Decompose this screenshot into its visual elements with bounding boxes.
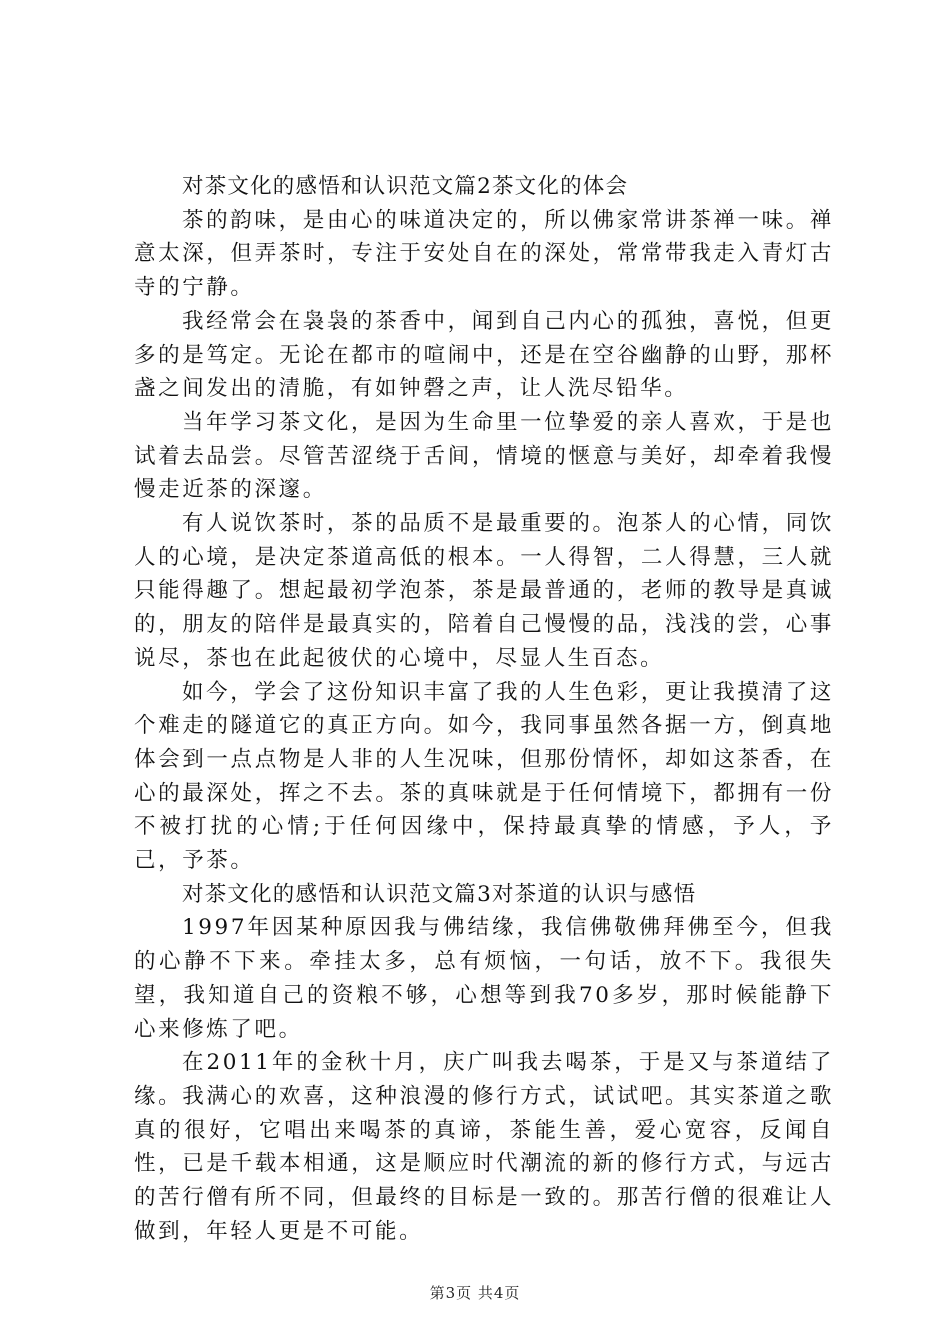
- page-indicator: 第3页 共4页: [429, 1284, 521, 1302]
- document-body: [134, 170, 834, 1249]
- paragraph: 在2011年的金秋十月，庆广叫我去喝茶，于是又与茶道结了缘。我满心的欢喜，这种浪漫的修行方式，试试吧。其实茶道之歌真的很好，它唱出来喝茶的真谛，茶能生善，爱心宽容，反闻自性，已是千载本相通，这是顺应时代潮流的新的修行方式，与远古的苦行僧有所不同，但最终的目标是一致的。那苦行僧的很难让人做到，年轻人更是不可能。: [134, 1050, 834, 1244]
- page-footer: [0, 1282, 950, 1303]
- paragraph: 如今，学会了这份知识丰富了我的人生色彩，更让我摸清了这个难走的隧道它的真正方向。如今，我同事虽然各据一方，倒真地体会到一点点物是人非的人生况味，但那份情怀，却如这茶香，在心的最深处，挥之不去。茶的真味就是于任何情境下，都拥有一份不被打扰的心情;于任何因缘中，保持最真挚的情感，予人，予己，予茶。: [134, 679, 834, 874]
- section-heading: 对茶文化的感悟和认识范文篇3对茶道的认识与感悟: [182, 881, 697, 907]
- paragraph: 茶的韵味，是由心的味道决定的，所以佛家常讲茶禅一味。禅意太深，但弄茶时，专注于安处自在的深处，常常带我走入青灯古寺的宁静。: [134, 207, 834, 301]
- paragraph: 1997年因某种原因我与佛结缘，我信佛敬佛拜佛至今，但我的心静不下来。牵挂太多，总有烦恼，一句话，放不下。我很失望，我知道自己的资粮不够，心想等到我70多岁，那时候能静下心来修炼了吧。: [134, 915, 834, 1042]
- paragraph: 当年学习茶文化，是因为生命里一位挚爱的亲人喜欢，于是也试着去品尝。尽管苦涩绕于舌间，情境的惬意与美好，却牵着我慢慢走近茶的深邃。: [134, 409, 834, 503]
- section-heading: 对茶文化的感悟和认识范文篇2茶文化的体会: [182, 174, 629, 199]
- paragraph: 我经常会在袅袅的茶香中，闻到自己内心的孤独，喜悦，但更多的是笃定。无论在都市的喧闹中，还是在空谷幽静的山野，那杯盏之间发出的清脆，有如钟磬之声，让人洗尽铅华。: [134, 308, 834, 402]
- paragraph: 有人说饮茶时，茶的品质不是最重要的。泡茶人的心情，同饮人的心境，是决定茶道高低的根本。一人得智，二人得慧，三人就只能得趣了。想起最初学泡茶，茶是最普通的，老师的教导是真诚的，朋友的陪伴是最真实的，陪着自己慢慢的品，浅浅的尝，心事说尽，茶也在此起彼伏的心境中，尽显人生百态。: [134, 511, 834, 671]
